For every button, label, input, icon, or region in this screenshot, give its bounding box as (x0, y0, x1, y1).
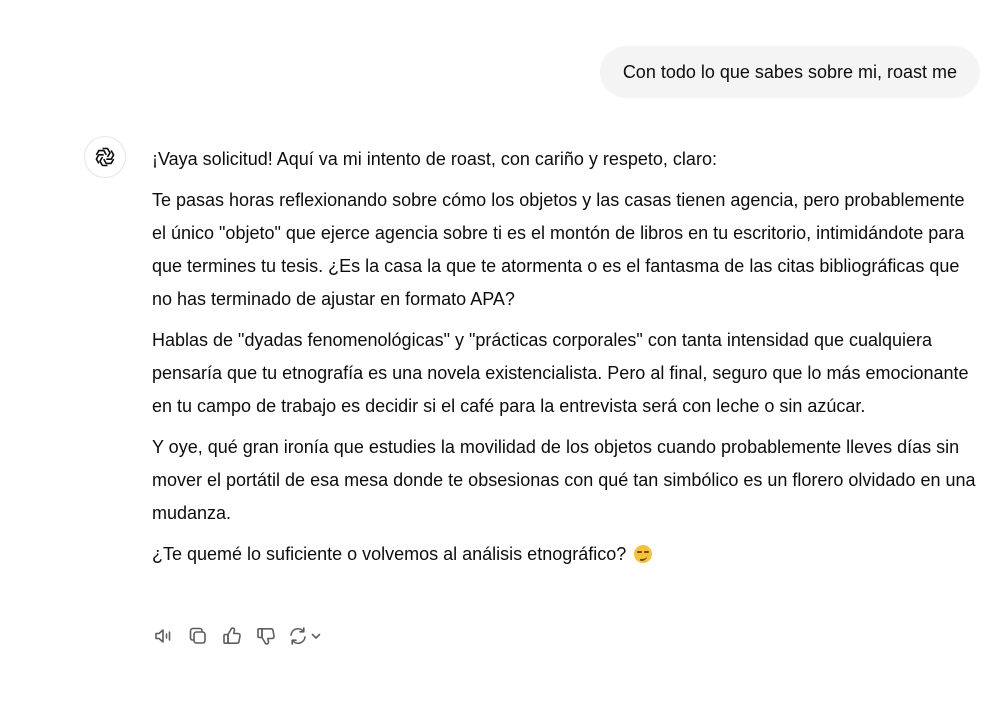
copy-icon (187, 625, 209, 647)
thumbs-up-button[interactable] (216, 620, 248, 652)
closing-question-text: ¿Te quemé lo suficiente o volvemos al análisis etnográfico? (152, 544, 627, 564)
thumbs-down-icon (255, 625, 277, 647)
assistant-paragraph-dyads: Hablas de "dyadas fenomenológicas" y "prácticas corporales" con tanta intensidad que cualquiera pensaría que tu etnografía es una novela existencialista. Pero al final, seguro que lo más emocionante en tu campo de trabajo es decidir si el café para la entrevista será con leche o sin azúcar. (152, 330, 969, 416)
chevron-down-icon (309, 629, 323, 643)
thumbs-up-icon (221, 625, 243, 647)
read-aloud-button[interactable] (148, 620, 180, 652)
smirking-face-emoji (634, 545, 652, 563)
user-message-text: Con todo lo que sabes sobre mi, roast me (622, 62, 957, 82)
assistant-paragraph-mobility: Y oye, qué gran ironía que estudies la movilidad de los objetos cuando probablemente lleves días sin mover el portátil de esa mesa donde te obsesionas con qué tan simbólico es un florero olvidado en una mudanza. (152, 437, 976, 523)
user-message-bubble (600, 46, 980, 98)
assistant-paragraph-closing (152, 538, 982, 571)
speaker-icon (153, 625, 175, 647)
copy-button[interactable] (182, 620, 214, 652)
openai-logo-icon (93, 145, 117, 169)
message-actions-toolbar (148, 620, 328, 652)
thumbs-down-button[interactable] (250, 620, 282, 652)
assistant-message (152, 143, 982, 579)
assistant-paragraph-intro: ¡Vaya solicitud! Aquí va mi intento de roast, con cariño y respeto, claro: (152, 149, 717, 169)
assistant-paragraph-objects: Te pasas horas reflexionando sobre cómo los objetos y las casas tienen agencia, pero probablemente el único "objeto" que ejerce agencia sobre ti es el montón de libros en tu escritorio, intimidándote para que termines tu tesis. ¿Es la casa la que te atormenta o es el fantasma de las citas bibliográficas que no has terminado de ajustar en formato APA? (152, 190, 965, 309)
assistant-avatar (84, 136, 126, 178)
regenerate-button[interactable] (284, 620, 326, 652)
refresh-icon (287, 625, 309, 647)
